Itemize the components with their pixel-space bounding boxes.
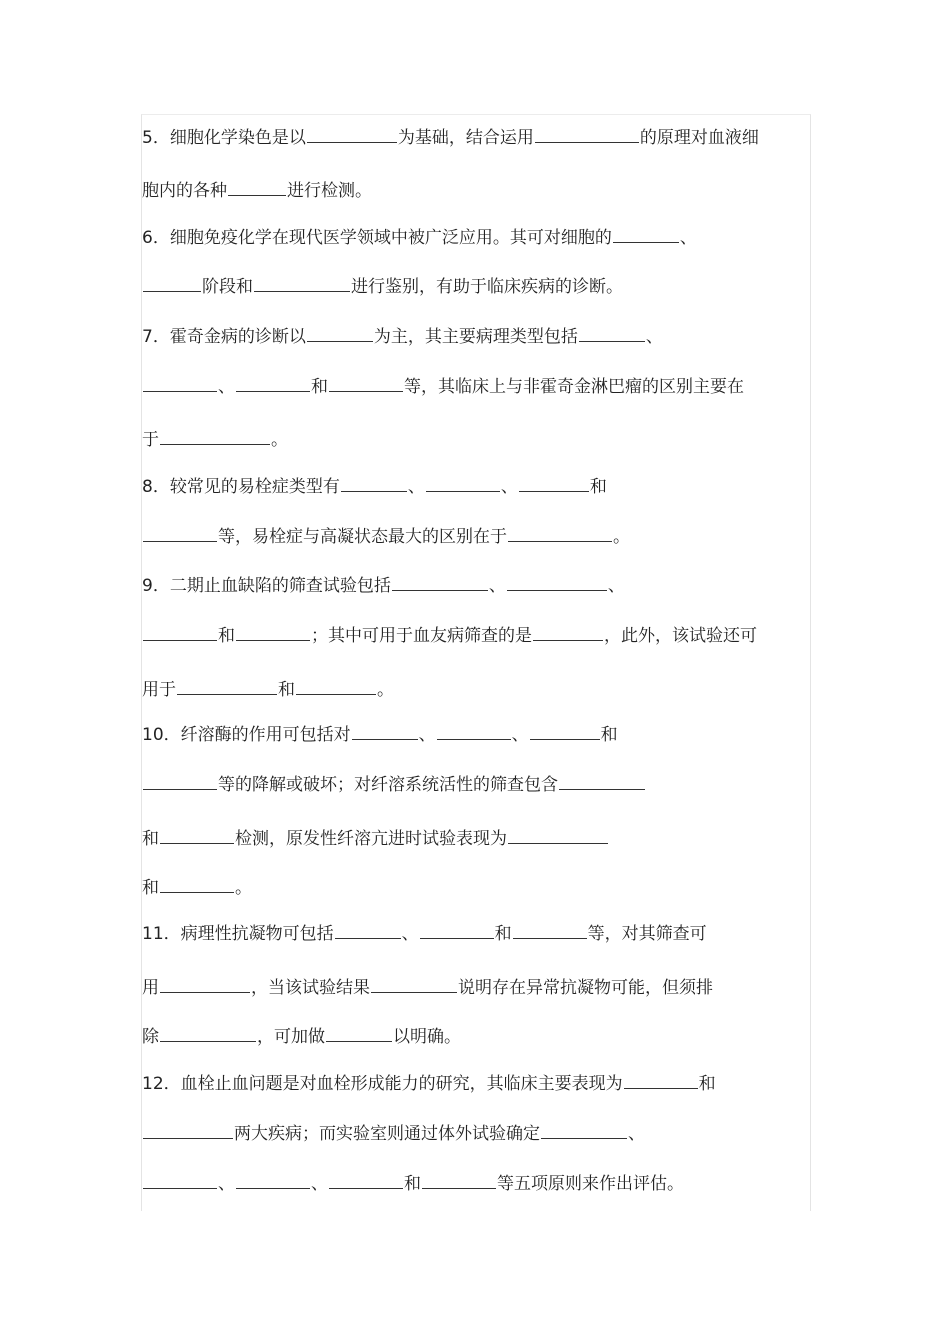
question-text: 两大疾病；而实验室则通过体外试验确定 [234, 1124, 540, 1144]
question-text: 、 [218, 377, 235, 397]
answer-blank[interactable] [143, 622, 217, 641]
answer-blank[interactable] [143, 523, 217, 542]
answer-blank[interactable] [420, 920, 494, 939]
answer-blank[interactable] [296, 676, 376, 695]
question-text: 12．血栓止血问题是对血栓形成能力的研究，其临床主要表现为 [142, 1074, 623, 1094]
answer-blank[interactable] [624, 1070, 698, 1089]
answer-blank[interactable] [535, 124, 639, 143]
question-11-line-2 [142, 974, 713, 1000]
question-7-line-3 [142, 426, 288, 452]
answer-blank[interactable] [143, 373, 217, 392]
question-text: 用 [142, 978, 159, 998]
question-text: 和 [589, 477, 607, 497]
answer-blank[interactable] [160, 426, 270, 445]
answer-blank[interactable] [254, 273, 350, 292]
answer-blank[interactable] [160, 825, 234, 844]
question-text: 检测，原发性纤溶亢进时试验表现为 [235, 829, 507, 849]
answer-blank[interactable] [559, 771, 645, 790]
question-text: 进行鉴别，有助于临床疾病的诊断。 [351, 277, 623, 297]
question-text: 的原理对血液细 [639, 128, 759, 148]
question-text: 。 [377, 680, 394, 700]
question-5-line-2 [142, 177, 372, 203]
question-text: 、 [645, 327, 663, 347]
answer-blank[interactable] [352, 721, 418, 740]
answer-blank[interactable] [307, 124, 397, 143]
question-text: 7．霍奇金病的诊断以 [142, 327, 306, 347]
question-text: 说明存在异常抗凝物可能，但须排 [458, 978, 713, 998]
question-text: 进行检测。 [287, 181, 372, 201]
question-text: 等，易栓症与高凝状态最大的区别在于 [218, 527, 507, 547]
question-12-line-2 [142, 1120, 645, 1146]
answer-blank[interactable] [143, 1120, 233, 1139]
answer-blank[interactable] [341, 473, 407, 492]
question-text: 。 [271, 430, 288, 450]
answer-blank[interactable] [177, 676, 277, 695]
answer-blank[interactable] [160, 1023, 256, 1042]
answer-blank[interactable] [335, 920, 401, 939]
question-text: 阶段和 [202, 277, 253, 297]
answer-blank[interactable] [437, 721, 511, 740]
question-8-line-2 [142, 523, 630, 549]
question-11-line-1 [142, 920, 707, 946]
question-11-line-3 [142, 1023, 461, 1049]
answer-blank[interactable] [422, 1170, 496, 1189]
question-text: 5．细胞化学染色是以 [142, 128, 306, 148]
question-text: 和 [278, 680, 295, 700]
question-text: ；其中可用于血友病筛查的是 [311, 626, 532, 646]
question-text: 、 [628, 1124, 645, 1144]
answer-blank[interactable] [236, 622, 310, 641]
question-6-line-2 [142, 273, 623, 299]
question-text: 、 [311, 1174, 328, 1194]
answer-blank[interactable] [236, 1170, 310, 1189]
question-9-line-2 [142, 622, 757, 648]
question-text: 。 [235, 878, 252, 898]
question-text: 和 [494, 924, 512, 944]
question-10-line-4 [142, 874, 252, 900]
question-text: 、 [500, 477, 518, 497]
answer-blank[interactable] [371, 974, 457, 993]
question-text: 10．纤溶酶的作用可包括对 [142, 725, 351, 745]
answer-blank[interactable] [160, 974, 250, 993]
answer-blank[interactable] [508, 523, 612, 542]
question-text: 等五项原则来作出评估。 [497, 1174, 684, 1194]
answer-blank[interactable] [541, 1120, 627, 1139]
answer-blank[interactable] [533, 622, 603, 641]
question-text: 用于 [142, 680, 176, 700]
question-text: 和 [142, 829, 159, 849]
question-text: 。 [613, 527, 630, 547]
answer-blank[interactable] [579, 323, 645, 342]
question-8-line-1 [142, 473, 607, 499]
answer-blank[interactable] [236, 373, 310, 392]
question-9-line-1 [142, 572, 625, 598]
answer-blank[interactable] [329, 373, 403, 392]
question-7-line-2 [142, 373, 744, 399]
answer-blank[interactable] [507, 572, 607, 591]
answer-blank[interactable] [513, 920, 587, 939]
question-10-line-2 [142, 771, 646, 797]
question-text: 、 [407, 477, 425, 497]
question-6-line-1 [142, 224, 697, 250]
answer-blank[interactable] [508, 825, 608, 844]
question-10-line-1 [142, 721, 618, 747]
question-text: 等，其临床上与非霍奇金淋巴瘤的区别主要在 [404, 377, 744, 397]
answer-blank[interactable] [613, 224, 679, 243]
question-9-line-3 [142, 676, 394, 702]
question-text: 和 [404, 1174, 421, 1194]
question-text: 、 [218, 1174, 235, 1194]
question-text: 和 [600, 725, 618, 745]
question-text: 以明确。 [393, 1027, 461, 1047]
answer-blank[interactable] [143, 771, 217, 790]
question-text: 为主，其主要病理类型包括 [373, 327, 578, 347]
question-5-line-1 [142, 124, 759, 150]
question-10-line-3 [142, 825, 609, 851]
answer-blank[interactable] [326, 1023, 392, 1042]
answer-blank[interactable] [143, 1170, 217, 1189]
question-text: 和 [311, 377, 328, 397]
question-text: 和 [218, 626, 235, 646]
question-12-line-3 [142, 1170, 684, 1196]
question-text: 和 [142, 878, 159, 898]
answer-blank[interactable] [329, 1170, 403, 1189]
question-text: 和 [698, 1074, 716, 1094]
question-text: 9．二期止血缺陷的筛查试验包括 [142, 576, 391, 596]
answer-blank[interactable] [160, 874, 234, 893]
question-12-line-1 [142, 1070, 716, 1096]
question-text: 6．细胞免疫化学在现代医学领域中被广泛应用。其可对细胞的 [142, 228, 612, 248]
question-text: 、 [488, 576, 506, 596]
question-text: 8．较常见的易栓症类型有 [142, 477, 340, 497]
question-7-line-1 [142, 323, 663, 349]
answer-blank[interactable] [530, 721, 600, 740]
question-text: 等的降解或破坏；对纤溶系统活性的筛查包含 [218, 775, 558, 795]
answer-blank[interactable] [426, 473, 500, 492]
question-text: 等，对其筛查可 [587, 924, 707, 944]
question-text: 11．病理性抗凝物可包括 [142, 924, 334, 944]
question-text: 、 [679, 228, 697, 248]
answer-blank[interactable] [392, 572, 488, 591]
question-text: 为基础，结合运用 [397, 128, 534, 148]
question-text: 、 [418, 725, 436, 745]
question-text: 于 [142, 430, 159, 450]
question-text: 胞内的各种 [142, 181, 227, 201]
question-text: ，此外，该试验还可 [604, 626, 757, 646]
answer-blank[interactable] [143, 273, 201, 292]
answer-blank[interactable] [228, 177, 286, 196]
question-text: 、 [401, 924, 419, 944]
question-text: 、 [607, 576, 625, 596]
answer-blank[interactable] [307, 323, 373, 342]
question-text: 、 [511, 725, 529, 745]
question-text: ，可加做 [257, 1027, 325, 1047]
question-text: 除 [142, 1027, 159, 1047]
question-text: ，当该试验结果 [251, 978, 370, 998]
answer-blank[interactable] [519, 473, 589, 492]
